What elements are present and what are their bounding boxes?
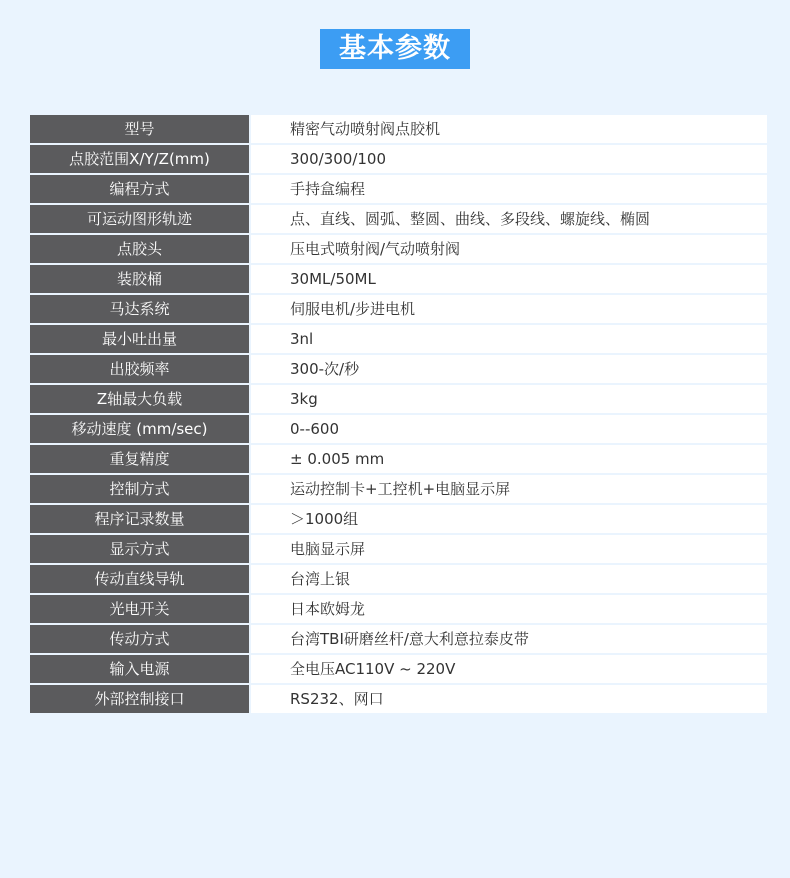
spec-value: 台湾TBI研磨丝杆/意大利意拉泰皮带 (251, 625, 767, 653)
spec-row (30, 115, 767, 143)
spec-label: Z轴最大负载 (30, 385, 249, 413)
spec-row (30, 505, 767, 533)
spec-row (30, 655, 767, 683)
spec-label: 点胶范围X/Y/Z(mm) (30, 145, 249, 173)
spec-row (30, 625, 767, 653)
spec-row (30, 355, 767, 383)
spec-label: 最小吐出量 (30, 325, 249, 353)
spec-label: 显示方式 (30, 535, 249, 563)
spec-label: 移动速度 (mm/sec) (30, 415, 249, 443)
spec-row (30, 445, 767, 473)
spec-value: 伺服电机/步进电机 (251, 295, 767, 323)
spec-value: 点、直线、圆弧、整圆、曲线、多段线、螺旋线、椭圆 (251, 205, 767, 233)
spec-row (30, 595, 767, 623)
spec-row (30, 475, 767, 503)
spec-row (30, 175, 767, 203)
spec-row (30, 535, 767, 563)
spec-value: 电脑显示屏 (251, 535, 767, 563)
spec-value: RS232、网口 (251, 685, 767, 713)
spec-label: 装胶桶 (30, 265, 249, 293)
spec-row (30, 295, 767, 323)
spec-row (30, 235, 767, 263)
spec-value: 运动控制卡+工控机+电脑显示屏 (251, 475, 767, 503)
spec-row (30, 205, 767, 233)
spec-label: 程序记录数量 (30, 505, 249, 533)
spec-value: 3kg (251, 385, 767, 413)
spec-label: 重复精度 (30, 445, 249, 473)
spec-value: 手持盒编程 (251, 175, 767, 203)
spec-value: 3nl (251, 325, 767, 353)
spec-value: 全电压AC110V ~ 220V (251, 655, 767, 683)
spec-row (30, 685, 767, 713)
title-container (0, 29, 790, 69)
spec-label: 输入电源 (30, 655, 249, 683)
spec-value: ± 0.005 mm (251, 445, 767, 473)
spec-value: ＞1000组 (251, 505, 767, 533)
page-title: 基本参数 (320, 29, 470, 69)
spec-value: 精密气动喷射阀点胶机 (251, 115, 767, 143)
spec-label: 传动方式 (30, 625, 249, 653)
spec-label: 出胶频率 (30, 355, 249, 383)
spec-row (30, 565, 767, 593)
spec-row (30, 325, 767, 353)
spec-row (30, 265, 767, 293)
spec-value: 0--600 (251, 415, 767, 443)
spec-value: 300/300/100 (251, 145, 767, 173)
spec-value: 台湾上银 (251, 565, 767, 593)
spec-row (30, 385, 767, 413)
spec-label: 控制方式 (30, 475, 249, 503)
spec-value: 日本欧姆龙 (251, 595, 767, 623)
spec-label: 传动直线导轨 (30, 565, 249, 593)
spec-table (30, 115, 767, 715)
spec-row (30, 415, 767, 443)
spec-label: 型号 (30, 115, 249, 143)
spec-label: 可运动图形轨迹 (30, 205, 249, 233)
spec-value: 30ML/50ML (251, 265, 767, 293)
spec-label: 外部控制接口 (30, 685, 249, 713)
spec-label: 点胶头 (30, 235, 249, 263)
spec-value: 300-次/秒 (251, 355, 767, 383)
spec-label: 编程方式 (30, 175, 249, 203)
spec-label: 光电开关 (30, 595, 249, 623)
spec-row (30, 145, 767, 173)
spec-value: 压电式喷射阀/气动喷射阀 (251, 235, 767, 263)
spec-label: 马达系统 (30, 295, 249, 323)
